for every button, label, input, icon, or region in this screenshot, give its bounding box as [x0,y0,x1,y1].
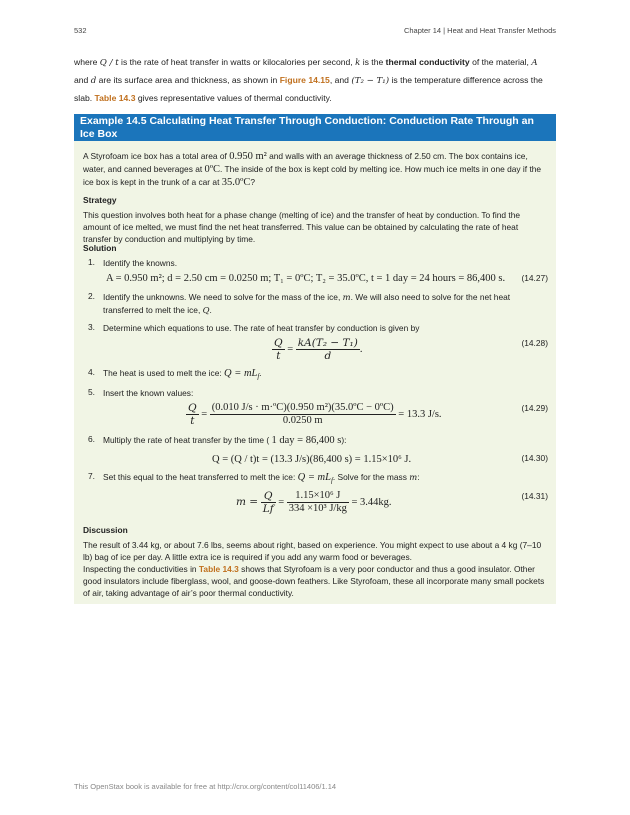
var-m: m [342,292,351,302]
step-number: 6. [88,434,95,444]
equation-result: = 3.44kg. [351,496,392,508]
var-d: d [90,76,97,86]
step-text: Determine which equations to use. The rate of heat transfer by conduction is given by [103,323,420,333]
step-text-part: . Solve for the mass [332,472,410,482]
equation-known-values [186,402,442,427]
fraction-rhs [210,402,396,427]
page-number: 532 [74,26,87,35]
frac-num: Q [261,490,276,503]
problem-temp: 0ºC [204,164,221,175]
problem-statement [83,150,548,189]
subscript: f [257,372,260,381]
intro-text: and [74,75,91,85]
discussion-paragraph-1: The result of 3.44 kg, or about 7.6 lbs, seems about right, based on experience. You might expect to use about a 4 kg (7–10 lb) bag of ice per day. A little extra ice is required if you add any warm food or beverages. [83,540,542,562]
equals-sign: = [201,408,208,420]
equation-heat: Q = (Q / t)t = (13.3 J/s)(86,400 s) = 1.15×10⁶ J. [212,454,412,465]
equals-sign: = [278,496,285,508]
intro-text: where [74,57,100,67]
intro-text: is the rate of heat transfer in watts or kilocalories per second, [118,57,356,67]
intro-text: is the [360,57,386,67]
equation-number: (14.30) [521,453,548,463]
strategy-text: This question involves both heat for a phase change (melting of ice) and the transfer of heat by conduction. To find the amount of ice melted, we must find the net heat transferred. This value can be obtained by calculating the rate of heat transfer by conduction and multiplying by time. [83,210,521,244]
figure-link[interactable]: Figure 14.15 [279,75,330,85]
step-number: 1. [88,257,95,267]
step-text-part: . [209,305,212,315]
step-text-part: . [259,368,262,378]
step-text: Insert the known values: [103,388,194,398]
equation-number: (14.27) [521,273,548,283]
step-text [103,291,548,317]
var-temp-diff: (T₂ − T₁) [351,76,390,86]
var-m: m [409,472,418,482]
intro-text: is the temperature difference across the slab. [74,75,543,103]
frac-num: 1.15×10⁶ J [287,490,349,503]
frac-num: Q [188,402,197,414]
discussion-paragraph-2 [83,563,548,599]
intro-text: of the material, [469,57,532,67]
frac-den: 334 ×10³ J/kg [288,503,347,514]
equation-inline: 1 day = 86,400 s [271,435,342,446]
var-k: k [355,58,361,68]
equation-lhs: m = [236,495,259,508]
equation-mass [236,490,392,515]
equation-inline: Q = mL [224,368,258,379]
discussion-text: shows that Styrofoam is a very poor conductor and thus a good insulator. Other good insulators include fiberglass, wool, and goose-down feathers. Like Styrofoam, these all incorporate many small pockets of air, taking advantage of air’s poor thermal conductivity. [83,564,545,598]
problem-text: ? [250,177,256,187]
intro-text: gives representative values of thermal conductivity. [135,93,332,103]
frac-num: Q [274,337,283,349]
var-q: Q [202,305,210,315]
frac-num: (0.010 J/s · m·ºC)(0.950 m²)(35.0ºC − 0ºC) [211,402,394,413]
equals-sign: = [287,343,294,355]
step-text-part: : [417,472,420,482]
var-q-over-t: Q / t [99,58,119,68]
equation-conduction: $\frac{Q}{t}$ = $\frac{\text{kA(T₂ − T₁)}}{d}$ . [274,337,363,362]
step-text [103,471,548,488]
step-text-part: Multiply the rate of heat transfer by the time ( [103,435,272,445]
step-text: Identify the knowns. [103,258,178,268]
frac-den: t [190,415,195,427]
fraction-values [287,490,349,515]
step-number: 4. [88,367,95,377]
frac-den: d [324,350,332,362]
intro-paragraph [74,54,556,107]
step-number: 7. [88,471,95,481]
step-text-part: Identify the unknowns. We need to solve for the mass of the ice, [103,292,343,302]
chapter-header: Chapter 14 | Heat and Heat Transfer Methods [403,26,556,35]
fraction-rhs [296,337,360,362]
step-text-part: The heat is used to melt the ice: [103,368,225,378]
equation-result: = 13.3 J/s. [398,408,442,420]
var-a: A [531,58,538,68]
equation-number: (14.29) [521,403,548,413]
fraction-lhs [186,402,199,427]
table-link[interactable]: Table 14.3 [198,564,239,574]
intro-text: are its surface area and thickness, as shown in [96,75,280,85]
step-text-part: . We will also need to solve for the net heat transferred to melt the ice, [103,292,511,315]
frac-den: t [276,350,281,362]
equation-number: (14.31) [521,491,548,501]
step-text-part: Set this equal to the heat transferred to melt the ice: [103,472,298,482]
step-number: 2. [88,291,95,301]
frac-num: kA(T₂ − T₁) [297,337,358,349]
fraction-q-over-lf [261,490,276,515]
strategy-heading: Strategy [83,195,117,205]
equation-inline: Q = mL [297,472,331,483]
problem-temp: 35.0ºC [221,177,251,188]
equation-number: (14.28) [521,338,548,348]
problem-area: 0.950 m² [229,151,267,162]
fraction-lhs [272,337,285,362]
equation-knowns: A = 0.950 m²; d = 2.50 cm = 0.0250 m; T₁ = 0ºC; T₂ = 35.0ºC, t = 1 day = 24 hours = 86,400 s. [106,273,506,284]
step-number: 3. [88,322,95,332]
problem-text: and walls with an average thickness of 2.50 cm. The box contains ice, water, and canned beverages at [83,151,528,174]
problem-text: . The inside of the box is kept cold by melting ice. How much ice melts in one day if the ice box is kept in the trunk of a car at [83,164,542,187]
discussion-heading: Discussion [83,525,128,535]
table-link[interactable]: Table 14.3 [94,93,136,103]
solution-heading: Solution [83,243,117,253]
intro-text: , and [329,75,352,85]
step-text [103,367,548,384]
step-text-part: ): [341,435,347,445]
example-title: Example 14.5 Calculating Heat Transfer Through Conduction: Conduction Rate Through an Ice Box [74,114,556,144]
frac-den: 0.0250 m [282,415,323,426]
term-thermal-conductivity: thermal conductivity [385,57,470,67]
discussion-text: Inspecting the conductivities in [83,564,199,574]
step-text [103,434,548,447]
problem-text: A Styrofoam ice box has a total area of [83,151,230,161]
step-number: 5. [88,387,95,397]
footer-text: This OpenStax book is available for free at http://cnx.org/content/col11406/1.14 [74,782,337,791]
subscript: f [330,476,333,485]
frac-den: Lf [262,503,274,515]
